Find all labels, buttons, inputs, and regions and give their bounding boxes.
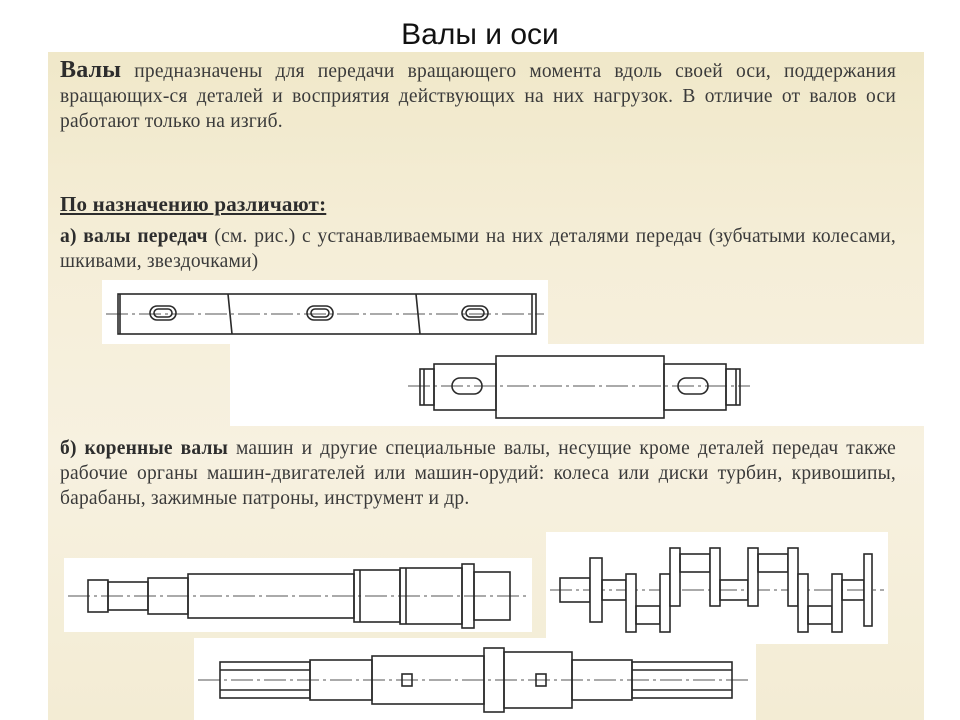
item-b-marker: б) коренные валы — [60, 438, 229, 459]
classification-heading — [60, 192, 896, 218]
item-a-text: (см. рис.) с устанавливаемыми на них деталями передач (зубчатыми колесами, шкивами, звездочками) — [60, 226, 896, 272]
classification-heading-text: По назначению различают: — [60, 192, 327, 216]
crankshaft — [546, 532, 888, 644]
scanned-page — [48, 52, 924, 720]
intro-text: предназначены для передачи вращающего момента вдоль своей оси, поддержания вращающих-ся деталей и восприятия действующих на них нагрузок. В отличие от валов оси работают только на изгиб. — [60, 61, 896, 132]
stepped-shaft-with-keyways — [230, 344, 924, 426]
slide-title: Валы и оси — [401, 18, 559, 51]
item-b-text: машин и другие специальные валы, несущие кроме деталей передач также рабочие органы машин-двигателей или машин-орудий: колеса или диски турбин, кривошипы, барабаны, зажимные патроны, инструмент и др. — [60, 438, 897, 509]
item-b-paragraph — [60, 436, 896, 511]
splined-main-shaft — [194, 638, 756, 720]
item-a-paragraph — [60, 224, 896, 274]
intro-paragraph — [60, 58, 896, 134]
long-shaft-with-keyways — [102, 280, 548, 344]
intro-term: Валы — [60, 57, 122, 83]
stepped-main-shaft — [64, 558, 532, 632]
item-a-marker: а) валы передач — [60, 226, 208, 247]
